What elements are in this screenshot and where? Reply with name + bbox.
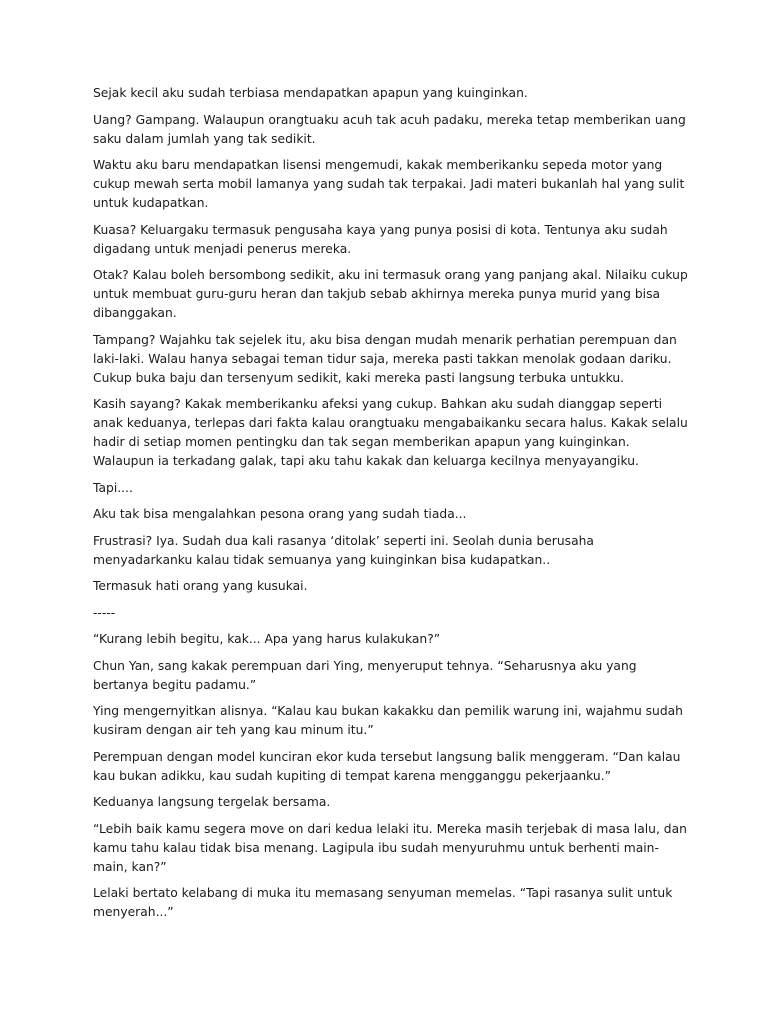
paragraph: Uang? Gampang. Walaupun orangtuaku acuh tak acuh padaku, mereka tetap memberikan uang saku dalam jumlah yang tak sedikit. (93, 112, 686, 146)
paragraph: Ying mengernyitkan alisnya. “Kalau kau bukan kakakku dan pemilik warung ini, wajahmu sudah kusiram dengan air teh yang kau minum itu.” (93, 704, 683, 737)
paragraph: Waktu aku baru mendapatkan lisensi mengemudi, kakak memberikanku sepeda motor yang cukup mewah serta mobil lamanya yang sudah tak terpakai. Jadi materi bukanlah hal yang sulit untuk kudapatkan. (93, 158, 685, 210)
paragraph: “Kurang lebih begitu, kak... Apa yang harus kulakukan?” (93, 632, 441, 646)
paragraph: Chun Yan, sang kakak perempuan dari Ying, menyeruput tehnya. “Seharusnya aku yang bertanya begitu padamu.” (93, 658, 637, 692)
paragraph: Sejak kecil aku sudah terbiasa mendapatkan apapun yang kuinginkan. (93, 86, 528, 100)
document-page (93, 84, 688, 930)
paragraph: Aku tak bisa mengalahkan pesona orang yang sudah tiada... (93, 507, 467, 521)
paragraph: Otak? Kalau boleh bersombong sedikit, aku ini termasuk orang yang panjang akal. Nilaiku cukup untuk membuat guru-guru heran dan takjub sebab akhirnya mereka punya murid yang bisa dibanggakan. (93, 268, 688, 320)
paragraph: Kuasa? Keluargaku termasuk pengusaha kaya yang punya posisi di kota. Tentunya aku sudah digadang untuk menjadi penerus mereka. (93, 222, 668, 256)
paragraph: Termasuk hati orang yang kusukai. (93, 579, 308, 593)
paragraph: Tampang? Wajahku tak sejelek itu, aku bisa dengan mudah menarik perhatian perempuan dan laki-laki. Walau hanya sebagai teman tidur saja, mereka pasti takkan menolak godaan dariku. Cukup buka baju dan tersenyum sedikit, kaki mereka pasti langsung terbuka untukku. (93, 332, 677, 385)
paragraph: Kasih sayang? Kakak memberikanku afeksi yang cukup. Bahkan aku sudah dianggap seperti anak keduanya, terlepas dari fakta kalau orangtuaku mengabaikanku secara halus. Kakak selalu hadir di setiap momen pentingku dan tak segan memberikan apapun yang kuinginkan. Walaupun ia terkadang galak, tapi aku tahu kakak dan keluarga kecilnya menyayangiku. (93, 397, 688, 468)
paragraph: Perempuan dengan model kunciran ekor kuda tersebut langsung balik menggeram. “Dan kalau kau bukan adikku, kau sudah kupiting di tempat karena mengganggu pekerjaanku.” (93, 749, 681, 783)
paragraph: Lelaki bertato kelabang di muka itu memasang senyuman memelas. “Tapi rasanya sulit untuk menyerah...” (93, 886, 673, 919)
paragraph: “Lebih baik kamu segera move on dari kedua lelaki itu. Mereka masih terjebak di masa lalu, dan kamu tahu kalau tidak bisa menang. Lagipula ibu sudah menyuruhmu untuk berhenti main-main, kan?” (93, 821, 687, 874)
paragraph: Keduanya langsung tergelak bersama. (93, 795, 331, 809)
paragraph: Tapi.... (93, 480, 133, 495)
paragraph: Frustrasi? Iya. Sudah dua kali rasanya ‘ditolak’ seperti ini. Seolah dunia berusaha menyadarkanku kalau tidak semuanya yang kuinginkan bisa kudapatkan.. (93, 533, 594, 567)
scene-break: ----- (93, 605, 116, 620)
